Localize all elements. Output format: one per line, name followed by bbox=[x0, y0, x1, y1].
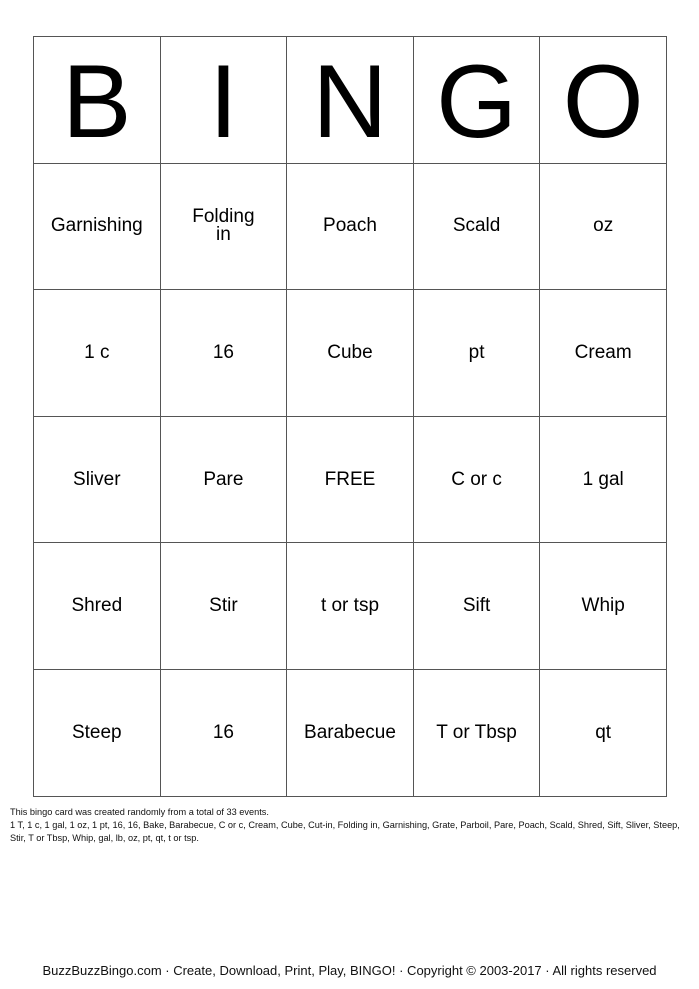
card-cell: Steep bbox=[34, 669, 161, 796]
footer-copyright: BuzzBuzzBingo.com · Create, Download, Print, Play, BINGO! · Copyright © 2003-2017 · All rights reserved bbox=[42, 963, 657, 978]
card-row bbox=[34, 543, 667, 670]
card-cell: Folding in bbox=[160, 163, 287, 290]
card-cell: oz bbox=[540, 163, 667, 290]
card-cell: Sift bbox=[413, 543, 540, 670]
header-cell-g: G bbox=[413, 37, 540, 164]
card-row bbox=[34, 290, 667, 417]
card-cell: Sliver bbox=[34, 416, 161, 543]
header-row bbox=[34, 37, 667, 164]
card-row bbox=[34, 416, 667, 543]
card-cell: T or Tbsp bbox=[413, 669, 540, 796]
card-cell: pt bbox=[413, 290, 540, 417]
header-cell-b: B bbox=[34, 37, 161, 164]
free-space-cell: FREE bbox=[287, 416, 414, 543]
card-cell: Pare bbox=[160, 416, 287, 543]
header-cell-i: I bbox=[160, 37, 287, 164]
bingo-card bbox=[33, 36, 667, 797]
card-cell: qt bbox=[540, 669, 667, 796]
card-cell: C or c bbox=[413, 416, 540, 543]
notes-summary: This bingo card was created randomly from a total of 33 events. bbox=[10, 807, 269, 817]
card-row bbox=[34, 669, 667, 796]
header-cell-o: O bbox=[540, 37, 667, 164]
card-cell: Scald bbox=[413, 163, 540, 290]
card-cell: Whip bbox=[540, 543, 667, 670]
card-cell: Cube bbox=[287, 290, 414, 417]
card-cell: Garnishing bbox=[34, 163, 161, 290]
card-cell: Shred bbox=[34, 543, 161, 670]
card-cell: Stir bbox=[160, 543, 287, 670]
card-cell: 16 bbox=[160, 290, 287, 417]
card-cell: 1 gal bbox=[540, 416, 667, 543]
card-cell: 16 bbox=[160, 669, 287, 796]
card-cell: 1 c bbox=[34, 290, 161, 417]
card-notes bbox=[10, 806, 690, 845]
header-cell-n: N bbox=[287, 37, 414, 164]
card-cell: t or tsp bbox=[287, 543, 414, 670]
card-cell: Barabecue bbox=[287, 669, 414, 796]
notes-event-list: 1 T, 1 c, 1 gal, 1 oz, 1 pt, 16, 16, Bake, Barabecue, C or c, Cream, Cube, Cut-in, Folding in, Garnishing, Grate, Parboil, Pare, Poach, Scald, Shred, Sift, Sliver, Steep, Stir, T or Tbsp, Whip, gal, lb, oz, pt, qt, t or tsp. bbox=[10, 820, 680, 843]
card-cell: Cream bbox=[540, 290, 667, 417]
card-cell: Poach bbox=[287, 163, 414, 290]
card-row bbox=[34, 163, 667, 290]
